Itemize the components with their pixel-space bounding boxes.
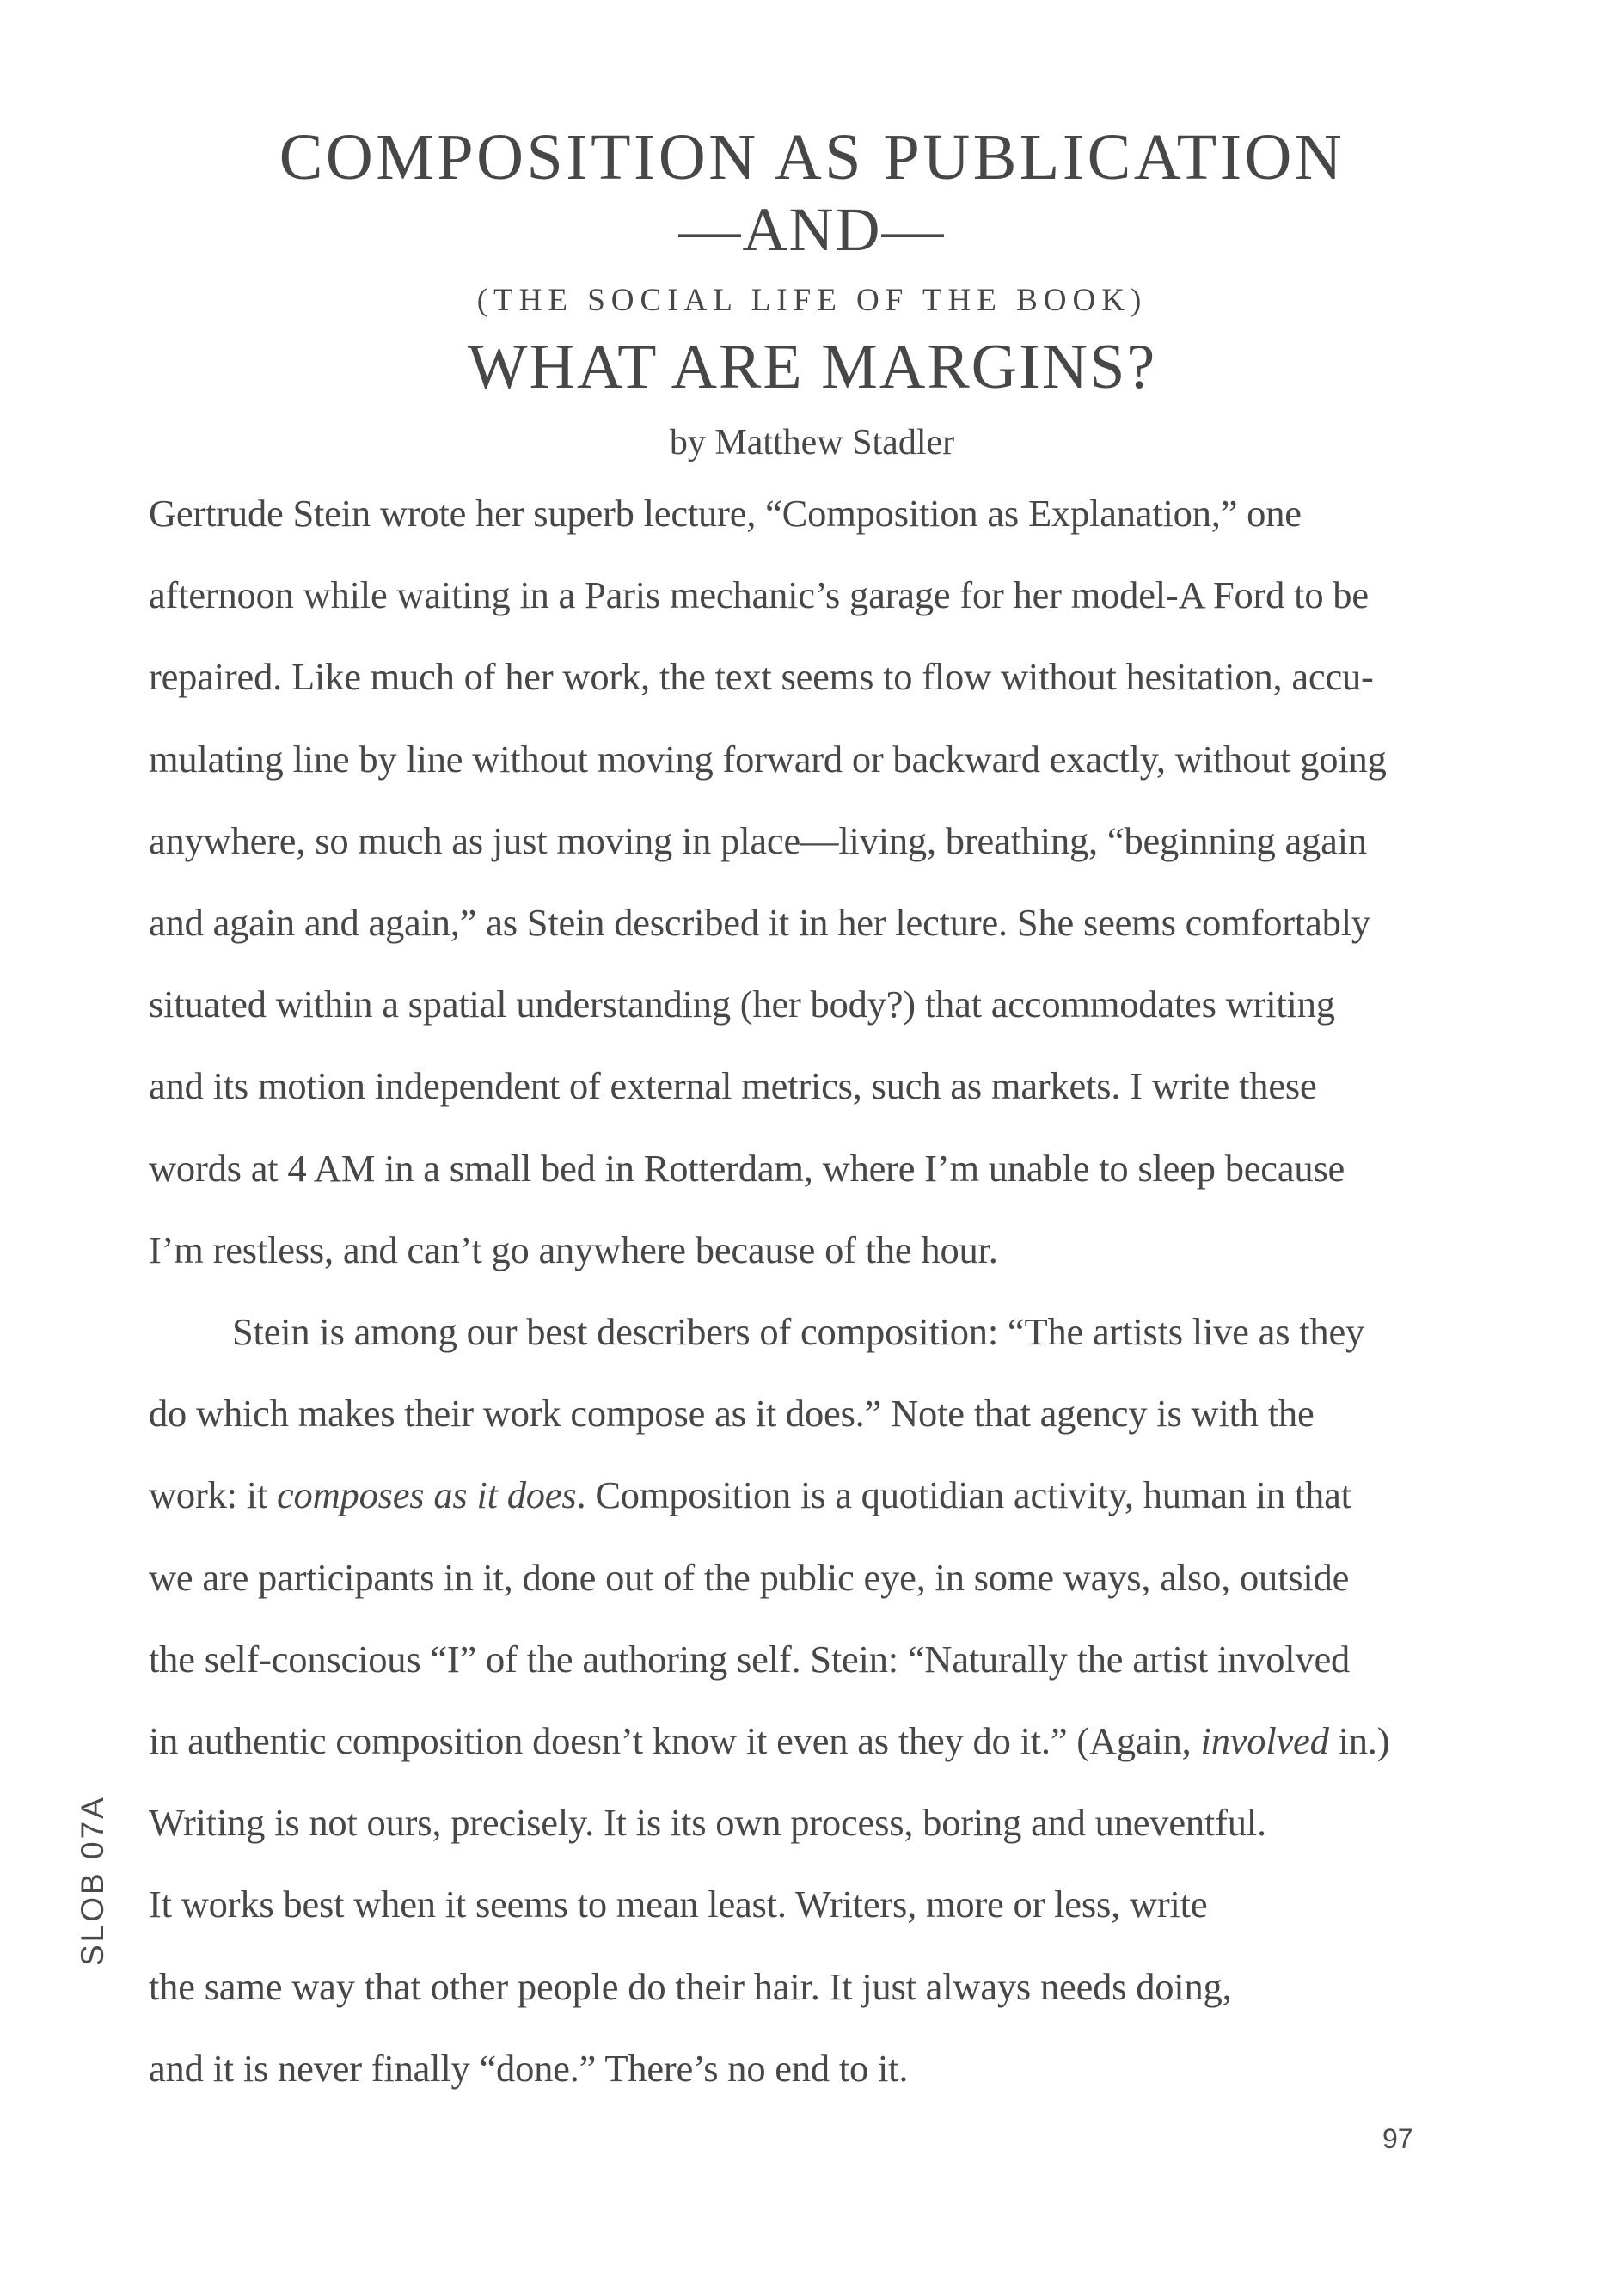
text-segment: and it is never finally “done.” There’s no end to it.	[149, 2046, 909, 2090]
text-line	[149, 1473, 1351, 1516]
text-line	[149, 1556, 1349, 1599]
text-segment: and its motion independent of external metrics, such as markets. I write these	[149, 1064, 1317, 1108]
text-line	[149, 655, 1374, 698]
text-segment: words at 4 AM in a small bed in Rotterdam, where I’m unable to sleep because	[149, 1146, 1345, 1190]
text-line	[149, 1801, 1266, 1844]
text-segment: and again and again,” as Stein described it in her lecture. She seems comfortably	[149, 901, 1370, 944]
title-connector: —AND—	[678, 195, 946, 264]
text-line	[149, 492, 1302, 535]
text-segment: in authentic composition doesn’t know it even as they do it.” (Again,	[149, 1719, 1201, 1762]
paragraph-first-line	[232, 1310, 1364, 1353]
text-segment: anywhere, so much as just moving in place—living, breathing, “beginning again	[149, 818, 1367, 862]
text-line	[149, 2047, 908, 2090]
text-line	[149, 1064, 1317, 1107]
text-segment: Stein is among our best describers of composition: “The artists live as they	[232, 1310, 1365, 1353]
issue-label: SLOB 07A	[75, 1795, 110, 1966]
text-segment: the self-conscious “I” of the authoring self. Stein: “Naturally the artist involved	[149, 1637, 1351, 1681]
page-number: 97	[1382, 2123, 1413, 2154]
text-segment: situated within a spatial understanding (her body?) that accommodates writing	[149, 983, 1335, 1026]
text-segment: afternoon while waiting in a Paris mechanic’s garage for her model-A Ford to be	[149, 573, 1369, 617]
text-line	[149, 738, 1387, 781]
emphasis-text: involved	[1200, 1719, 1329, 1762]
article-title-question: WHAT ARE MARGINS?	[467, 332, 1157, 402]
emphasis-text: composes as it does	[277, 1473, 577, 1517]
text-line	[149, 1228, 998, 1271]
text-segment: It works best when it seems to mean least. Writers, more or less, write	[149, 1883, 1208, 1926]
article-subtitle: (THE SOCIAL LIFE OF THE BOOK)	[476, 283, 1148, 318]
text-segment: do which makes their work compose as it does.” Note that agency is with the	[149, 1392, 1315, 1436]
text-line	[149, 1392, 1315, 1435]
text-line	[149, 573, 1369, 616]
article-title: COMPOSITION AS PUBLICATION	[279, 121, 1345, 193]
text-line	[149, 1965, 1232, 2008]
byline: by Matthew Stadler	[669, 423, 955, 462]
text-segment: . Composition is a quotidian activity, human in that	[576, 1473, 1351, 1517]
text-line	[149, 983, 1335, 1026]
text-line	[149, 1638, 1350, 1681]
text-segment: in.)	[1328, 1719, 1390, 1762]
text-line	[149, 1883, 1207, 1926]
text-line	[149, 901, 1370, 944]
text-segment: repaired. Like much of her work, the text seems to flow without hesitation, accu-	[149, 655, 1374, 699]
text-segment: work: it	[149, 1473, 277, 1517]
text-line	[149, 819, 1367, 862]
text-segment: Writing is not ours, precisely. It is its own process, boring and uneventful.	[149, 1801, 1266, 1845]
text-segment: the same way that other people do their hair. It just always needs doing,	[149, 1964, 1232, 2008]
text-line	[149, 1719, 1389, 1762]
text-segment: we are participants in it, done out of the public eye, in some ways, also, outside	[149, 1555, 1350, 1599]
text-segment: mulating line by line without moving forward or backward exactly, without going	[149, 737, 1387, 781]
text-segment: I’m restless, and can’t go anywhere because of the hour.	[149, 1228, 998, 1271]
text-line	[149, 1147, 1345, 1190]
text-segment: Gertrude Stein wrote her superb lecture, “Composition as Explanation,” one	[149, 492, 1302, 535]
